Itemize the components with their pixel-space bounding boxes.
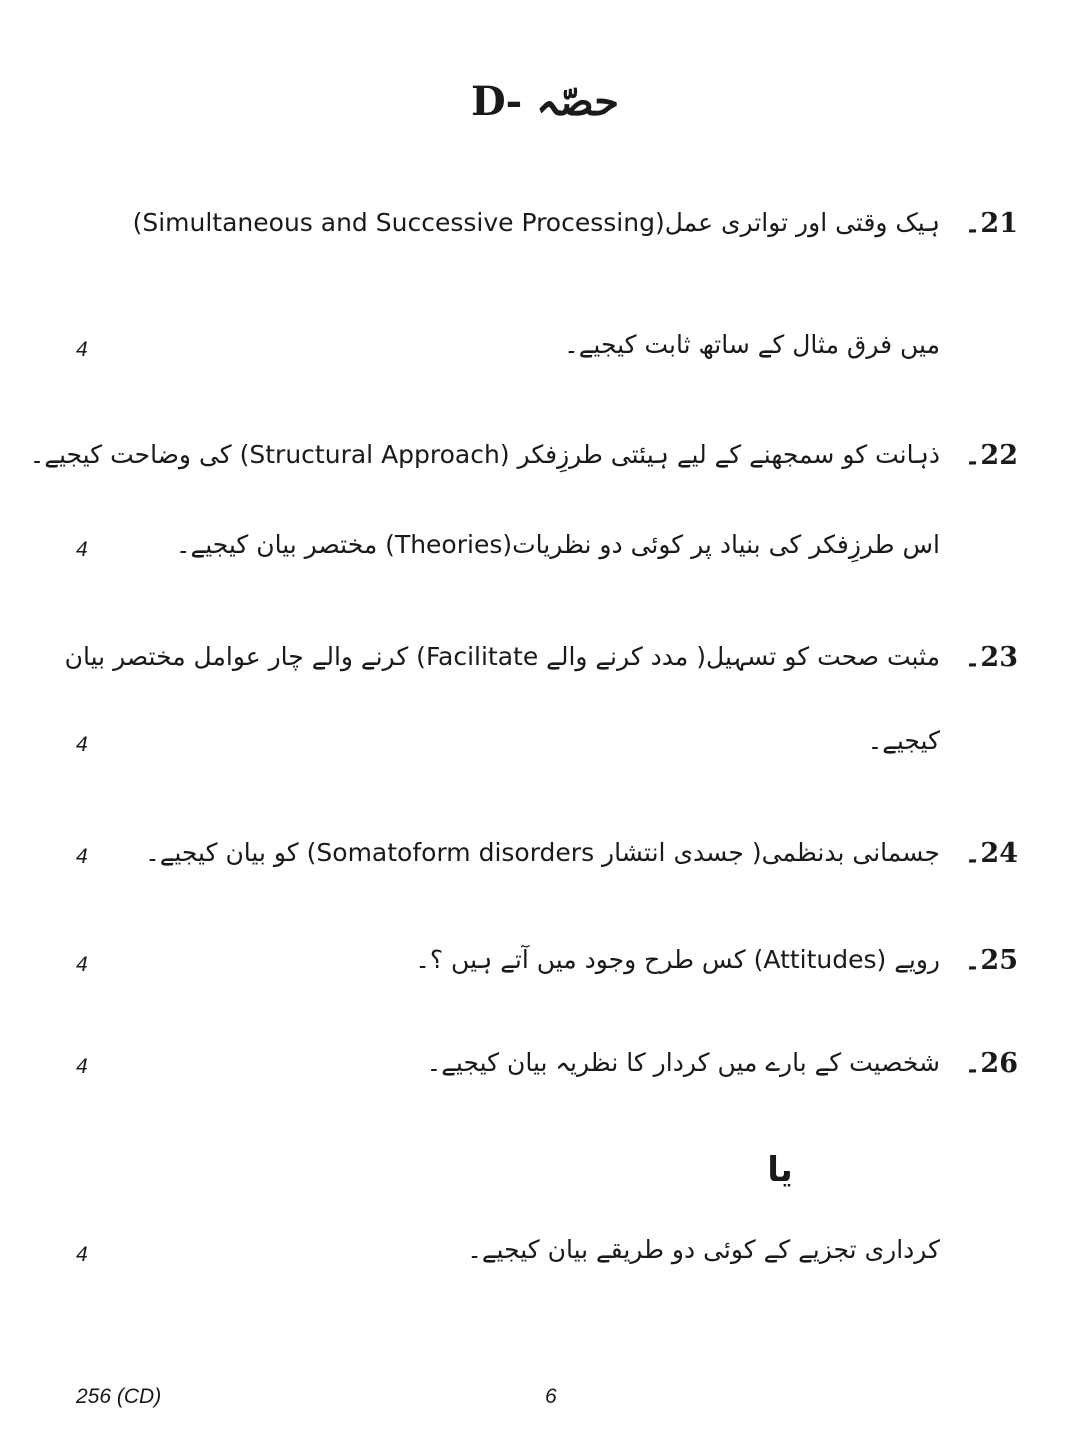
question-26-marks: 4 [76, 1055, 88, 1078]
question-21-line-1: ہیک وقتی اور تواتری عمل(Simultaneous and Successive Processing) [132, 208, 940, 237]
question-24-line-1: جسمانی بدنظمی( جسدی انتشار Somatoform disorders) کو بیان کیجیے۔ [145, 838, 940, 867]
question-number-26: 26۔ [964, 1048, 1018, 1079]
question-21-marks: 4 [76, 338, 88, 361]
question-23-marks: 4 [76, 733, 88, 756]
question-23-line-2: کیجیے۔ [867, 726, 940, 755]
or-label: یا [767, 1150, 793, 1190]
question-24-marks: 4 [76, 845, 88, 868]
question-23-line-1: مثبت صحت کو تسہیل( مدد کرنے والے Facilitate) کرنے والے چار عوامل مختصر بیان [64, 642, 940, 671]
question-number-23: 23۔ [964, 642, 1018, 673]
question-25-marks: 4 [76, 953, 88, 976]
question-22-line-2: اس طرزِفکر کی بنیاد پر کوئی دو نظریات(Theories) مختصر بیان کیجیے۔ [175, 530, 940, 559]
question-25-line-1: رویے (Attitudes) کس طرح وجود میں آتے ہیں ؟۔ [415, 945, 940, 974]
question-number-25: 25۔ [964, 945, 1018, 976]
question-number-22: 22۔ [964, 440, 1018, 471]
alternative-question-line: کرداری تجزیے کے کوئی دو طریقے بیان کیجیے۔ [467, 1235, 940, 1264]
section-heading: حصّہ -D [470, 78, 620, 125]
paper-code: 256 (CD) [76, 1385, 162, 1408]
question-21-line-2: میں فرق مثال کے ساتھ ثابت کیجیے۔ [564, 330, 940, 359]
question-number-24: 24۔ [964, 838, 1018, 869]
page-number: 6 [545, 1385, 557, 1408]
alternative-question-marks: 4 [76, 1243, 88, 1266]
question-number-21: 21۔ [964, 208, 1018, 239]
question-22-marks: 4 [76, 538, 88, 561]
question-26-line-1: شخصیت کے بارے میں کردار کا نظریہ بیان کیجیے۔ [426, 1048, 940, 1077]
question-22-line-1: ذہانت کو سمجھنے کے لیے ہیئتی طرزِفکر (Structural Approach) کی وضاحت کیجیے۔ [29, 440, 940, 469]
